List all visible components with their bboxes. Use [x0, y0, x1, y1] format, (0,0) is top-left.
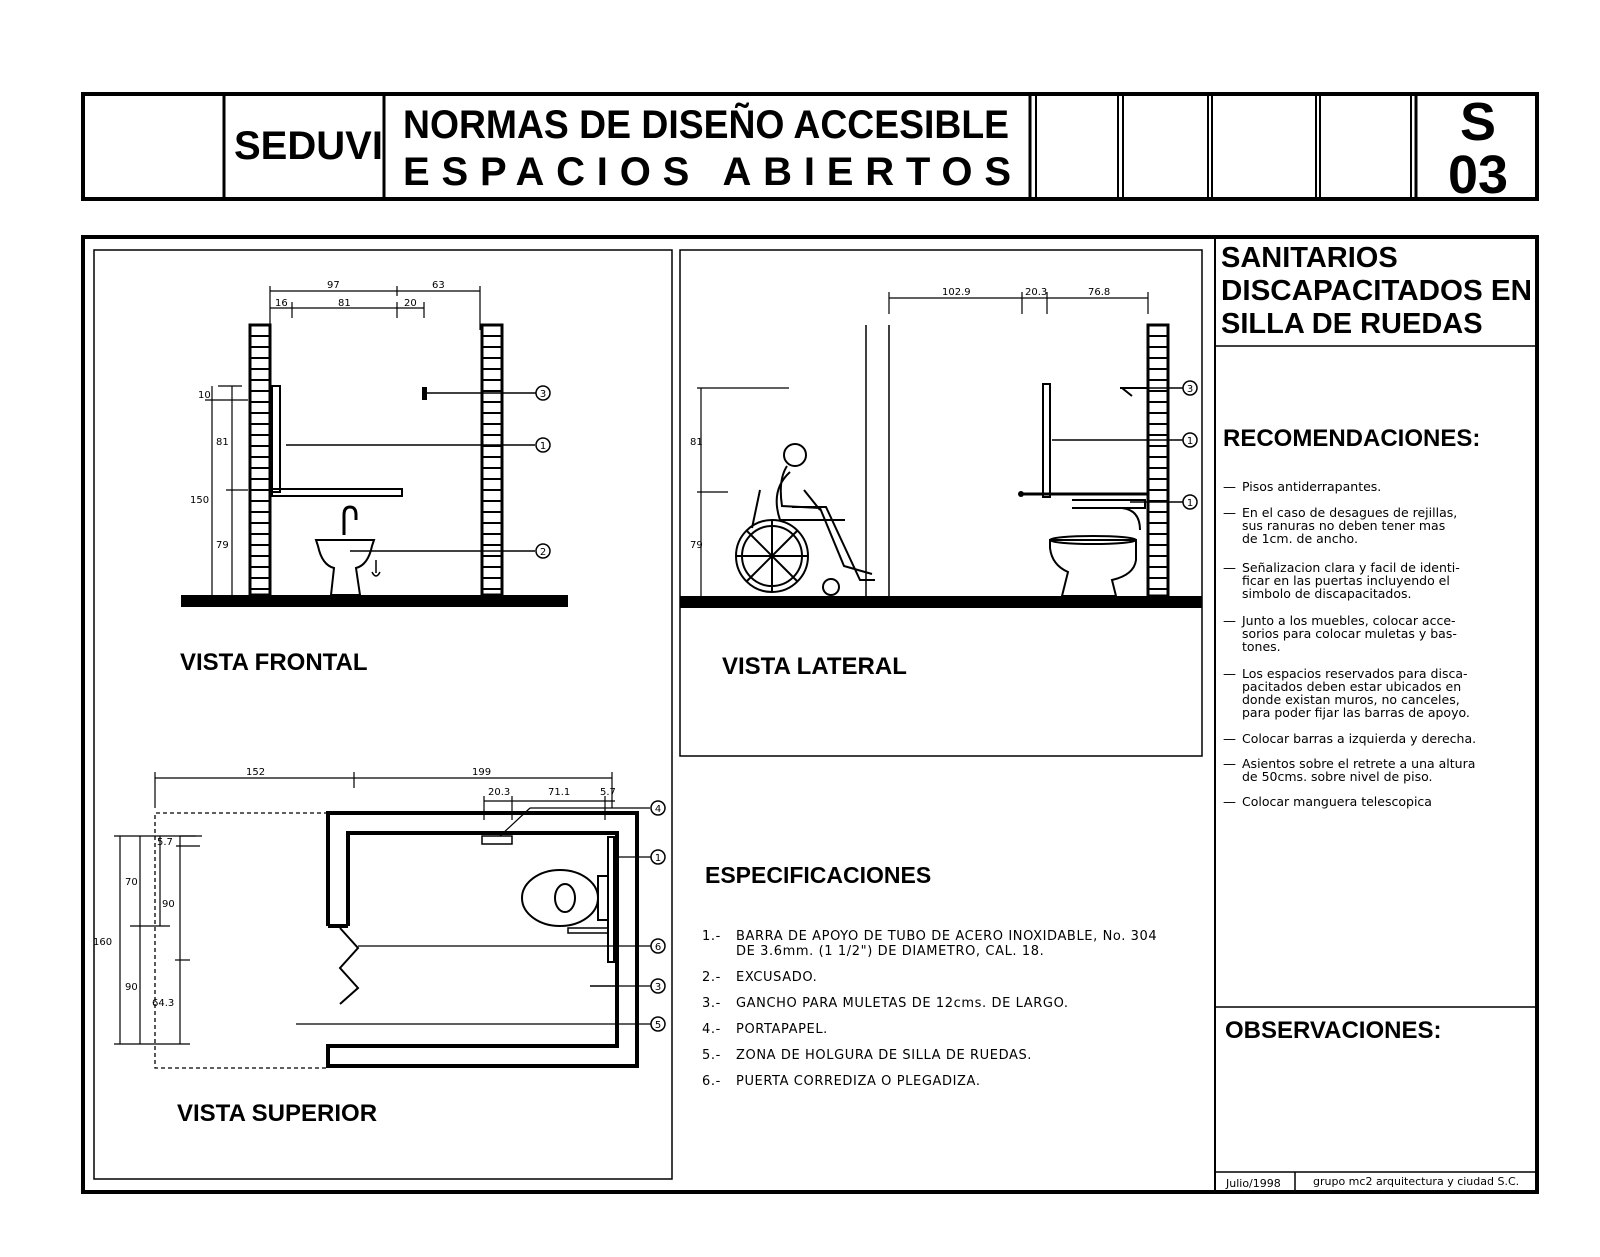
dim-76-8: 76.8 — [1088, 287, 1111, 298]
dim-63: 63 — [432, 280, 445, 291]
dim-90-lower: 90 — [125, 982, 138, 993]
svg-text:—: — — [1223, 667, 1236, 682]
rec-4-l1: Junto a los muebles, colocar acce- — [1242, 613, 1456, 628]
callout-4-top: 4 — [654, 804, 662, 815]
callout-2: 2 — [539, 547, 547, 558]
spec-5-line1: ZONA DE HOLGURA DE SILLA DE RUEDAS. — [736, 1048, 1033, 1063]
rec-1-l1: Pisos antiderrapantes. — [1242, 479, 1382, 494]
side-panel — [1221, 242, 1532, 1190]
callout-3-lateral: 3 — [1186, 384, 1194, 395]
sheet-letter: S — [1459, 92, 1497, 152]
spec-5-num: 5.- — [702, 1048, 721, 1063]
rec-2-l3: de 1cm. de ancho. — [1242, 531, 1358, 546]
dim-152: 152 — [246, 767, 266, 778]
rec-5-l2: pacitados deben estar ubicados en — [1242, 679, 1462, 694]
rec-3-l2: ficar en las puertas incluyendo el — [1242, 573, 1450, 588]
rec-6-l1: Colocar barras a izquierda y derecha. — [1242, 731, 1477, 746]
dim-10: 10 — [198, 390, 211, 401]
dim-79: 79 — [216, 540, 229, 551]
dim-160: 160 — [93, 937, 113, 948]
org-label: SEDUVI — [234, 124, 383, 168]
sheet-title-line1: NORMAS DE DISEÑO ACCESIBLE — [403, 103, 1053, 147]
callout-3: 3 — [539, 389, 547, 400]
dim-90-upper: 90 — [162, 899, 175, 910]
panel-title-line1: SANITARIOS — [1221, 242, 1398, 274]
dim-150: 150 — [190, 495, 210, 506]
spec-6-num: 6.- — [702, 1074, 721, 1089]
rec-5-l3: donde existan muros, no canceles, — [1242, 692, 1460, 707]
rec-2-l2: sus ranuras no deben tener mas — [1242, 518, 1446, 533]
sheet-number: 03 — [1447, 145, 1509, 205]
dim-81-lateral: 81 — [690, 437, 703, 448]
lateral-panel-frame — [680, 250, 1202, 756]
dim-5-7-top: 5.7 — [600, 787, 616, 798]
spec-2-num: 2.- — [702, 970, 721, 985]
callout-6-top: 6 — [654, 942, 662, 953]
svg-text:—: — — [1223, 757, 1236, 772]
recommendations-list — [1223, 479, 1476, 810]
callout-1-lateral-b: 1 — [1186, 498, 1194, 509]
specifications-block — [702, 862, 1157, 1089]
rec-3-l3: simbolo de discapacitados. — [1242, 586, 1412, 601]
dim-71-1: 71.1 — [548, 787, 571, 798]
spec-3-line1: GANCHO PARA MULETAS DE 12cms. DE LARGO. — [736, 996, 1069, 1011]
dim-5-7-side: 5.7 — [157, 837, 173, 848]
sheet-title-line2: ESPACIOS ABIERTOS — [403, 150, 1011, 194]
top-view-label: VISTA SUPERIOR — [177, 1100, 378, 1127]
callout-3-top: 3 — [654, 982, 662, 993]
spec-3-num: 3.- — [702, 996, 721, 1011]
svg-text:—: — — [1223, 561, 1236, 576]
specifications-heading: ESPECIFICACIONES — [705, 862, 932, 888]
spec-2-line1: EXCUSADO. — [736, 970, 818, 985]
spec-1-line1: BARRA DE APOYO DE TUBO DE ACERO INOXIDABLE, No. 304 — [736, 929, 1158, 944]
rec-4-l2: sorios para colocar muletas y bas- — [1242, 626, 1457, 641]
callout-1-top: 1 — [654, 853, 662, 864]
rec-5-l4: para poder fijar las barras de apoyo. — [1242, 705, 1470, 720]
dim-20-3: 20.3 — [1025, 287, 1048, 298]
spec-4-line1: PORTAPAPEL. — [736, 1022, 828, 1037]
frontal-view-label: VISTA FRONTAL — [180, 649, 368, 676]
lateral-view-drawing — [680, 287, 1202, 608]
rec-8-l1: Colocar manguera telescopica — [1242, 794, 1432, 809]
dim-102-9: 102.9 — [942, 287, 971, 298]
dim-20-3-top: 20.3 — [488, 787, 511, 798]
dim-20: 20 — [404, 298, 417, 309]
left-panel-frame — [94, 250, 672, 1179]
title-block — [83, 92, 1537, 205]
callout-1-lateral-a: 1 — [1186, 436, 1194, 447]
dim-79-lateral: 79 — [690, 540, 703, 551]
rec-7-l2: de 50cms. sobre nivel de piso. — [1242, 769, 1433, 784]
dim-81-vertical: 81 — [216, 437, 229, 448]
rec-4-l3: tones. — [1242, 639, 1281, 654]
svg-text:—: — — [1223, 506, 1236, 521]
dim-97: 97 — [327, 280, 340, 291]
callout-1: 1 — [539, 441, 547, 452]
rec-5-l1: Los espacios reservados para disca- — [1242, 666, 1468, 681]
date-label: Julio/1998 — [1226, 1177, 1281, 1190]
dim-64-3: 64.3 — [152, 998, 175, 1009]
rec-2-l1: En el caso de desagues de rejillas, — [1242, 505, 1458, 520]
spec-6-line1: PUERTA CORREDIZA O PLEGADIZA. — [736, 1074, 981, 1089]
lateral-view-label: VISTA LATERAL — [722, 653, 907, 680]
dim-16: 16 — [275, 298, 288, 309]
rec-7-l1: Asientos sobre el retrete a una altura — [1242, 756, 1476, 771]
rec-3-l1: Señalizacion clara y facil de identi- — [1242, 560, 1460, 575]
callout-5-top: 5 — [654, 1020, 662, 1031]
spec-1-line2: DE 3.6mm. (1 1/2") DE DIAMETRO, CAL. 18. — [736, 944, 1045, 959]
panel-title-line3: SILLA DE RUEDAS — [1221, 308, 1483, 340]
spec-1-num: 1.- — [702, 929, 721, 944]
svg-text:—: — — [1223, 732, 1236, 747]
svg-text:—: — — [1223, 795, 1236, 810]
spec-4-num: 4.- — [702, 1022, 721, 1037]
dim-70: 70 — [125, 877, 138, 888]
svg-text:—: — — [1223, 614, 1236, 629]
firm-label: grupo mc2 arquitectura y ciudad S.C. — [1313, 1175, 1520, 1188]
dim-199: 199 — [472, 767, 492, 778]
dim-81: 81 — [338, 298, 351, 309]
observations-heading: OBSERVACIONES: — [1225, 1017, 1442, 1044]
frontal-view-drawing — [181, 280, 568, 607]
svg-text:—: — — [1223, 480, 1236, 495]
recommendations-heading: RECOMENDACIONES: — [1223, 425, 1481, 452]
panel-title-line2: DISCAPACITADOS EN — [1221, 275, 1532, 307]
top-view-drawing — [93, 767, 665, 1068]
